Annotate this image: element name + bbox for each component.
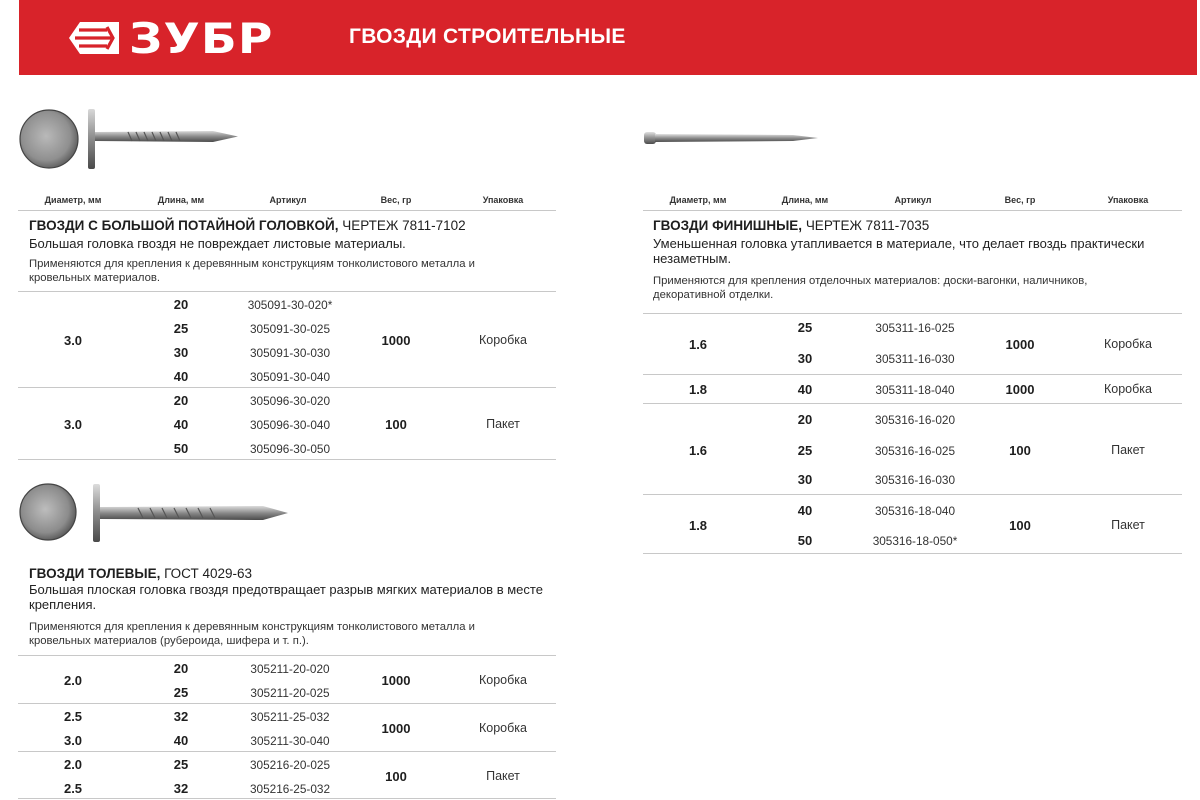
length: 40 <box>797 503 813 518</box>
article: 305311-16-030 <box>875 352 955 366</box>
column-pack: Упаковка <box>482 195 524 205</box>
column-pack: Упаковка <box>1107 195 1149 205</box>
length: 40 <box>173 733 189 748</box>
article: 305316-16-025 <box>874 444 956 458</box>
weight: 1000 <box>381 333 411 348</box>
column-diameter: Диаметр, мм <box>669 195 727 205</box>
length: 32 <box>173 781 189 796</box>
divider <box>18 798 556 799</box>
big-head-nail-image <box>18 105 240 171</box>
length: 20 <box>797 412 813 427</box>
weight: 100 <box>1009 443 1031 458</box>
diameter: 3.0 <box>63 733 83 748</box>
section-title: ГВОЗДИ ТОЛЕВЫЕ, ГОСТ 4029-63 <box>29 566 253 581</box>
divider <box>643 494 1182 495</box>
length: 30 <box>797 472 813 487</box>
section-title: ГВОЗДИ С БОЛЬШОЙ ПОТАЙНОЙ ГОЛОВКОЙ, ЧЕРТЕЖ 7811-7102 <box>29 218 466 233</box>
column-article: Артикул <box>269 195 307 205</box>
pack: Пакет <box>486 769 520 783</box>
article: 305216-20-025 <box>249 758 331 772</box>
divider <box>18 291 556 292</box>
pack: Коробка <box>479 673 527 687</box>
article: 305091-30-040 <box>249 370 331 384</box>
diameter: 1.6 <box>688 443 708 458</box>
diameter: 1.8 <box>688 382 708 397</box>
article: 305316-16-020 <box>874 413 956 427</box>
length: 30 <box>797 351 813 366</box>
article: 305091-30-030 <box>249 346 331 360</box>
column-length: Длина, мм <box>157 195 205 205</box>
divider <box>643 374 1182 375</box>
divider <box>643 313 1182 314</box>
weight: 100 <box>385 417 407 432</box>
diameter: 1.8 <box>688 518 708 533</box>
diameter: 2.5 <box>63 781 83 796</box>
weight: 1000 <box>1005 337 1035 352</box>
column-length: Длина, мм <box>781 195 829 205</box>
article: 305311-16-025 <box>875 321 955 335</box>
pack: Пакет <box>1111 518 1145 532</box>
section-description: Большая плоская головка гвоздя предотвращает разрыв мягких материалов в месте крепления. <box>29 582 543 612</box>
weight: 100 <box>1009 518 1031 533</box>
pack: Коробка <box>479 333 527 347</box>
divider <box>18 459 556 460</box>
section-note: Применяются для крепления отделочных материалов: доски-вагонки, наличников, декоративной отделки. <box>653 275 1088 301</box>
length: 25 <box>173 321 189 336</box>
length: 25 <box>797 443 813 458</box>
column-weight: Вес, гр <box>1004 195 1036 205</box>
divider <box>643 403 1182 404</box>
article: 305316-18-040 <box>874 504 956 518</box>
pack: Пакет <box>1111 443 1145 457</box>
page-title: ГВОЗДИ СТРОИТЕЛЬНЫЕ <box>349 25 626 48</box>
length: 40 <box>173 369 189 384</box>
diameter: 1.6 <box>688 337 708 352</box>
article: 305211-25-032 <box>250 710 330 724</box>
pack: Коробка <box>479 721 527 735</box>
article: 305096-30-040 <box>249 418 331 432</box>
section-description: Уменьшенная головка утапливается в материале, что делает гвоздь практически незаметным. <box>653 236 1145 266</box>
weight: 1000 <box>1005 382 1035 397</box>
weight: 1000 <box>381 721 411 736</box>
article: 305211-20-025 <box>250 686 330 700</box>
length: 50 <box>173 441 189 456</box>
article: 305091-30-020* <box>247 298 333 312</box>
brand-name: ЗУБР <box>129 14 274 63</box>
divider <box>643 553 1182 554</box>
diameter: 2.5 <box>63 709 83 724</box>
divider <box>18 387 556 388</box>
roofing-nail-image <box>18 482 290 544</box>
diameter: 2.0 <box>63 757 83 772</box>
article: 305091-30-025 <box>249 322 331 336</box>
length: 32 <box>173 709 189 724</box>
article: 305211-20-020 <box>250 662 330 676</box>
article: 305211-30-040 <box>250 734 330 748</box>
article: 305216-25-032 <box>249 782 331 796</box>
section-note: Применяются для крепления к деревянным конструкциям тонколистового металла и кровельных материалов (рубероида, шифера и т. п.). <box>29 621 475 647</box>
weight: 100 <box>385 769 407 784</box>
article: 305096-30-050 <box>249 442 331 456</box>
diameter: 3.0 <box>63 417 83 432</box>
diameter: 2.0 <box>63 673 83 688</box>
article: 305311-18-040 <box>875 383 955 397</box>
article: 305316-18-050* <box>872 534 958 548</box>
divider <box>18 751 556 752</box>
length: 40 <box>797 382 813 397</box>
length: 25 <box>797 320 813 335</box>
divider <box>643 210 1182 211</box>
article: 305096-30-020 <box>249 394 331 408</box>
weight: 1000 <box>381 673 411 688</box>
length: 20 <box>173 297 189 312</box>
length: 20 <box>173 393 189 408</box>
column-weight: Вес, гр <box>380 195 412 205</box>
length: 20 <box>173 661 189 676</box>
pack: Коробка <box>1104 337 1152 351</box>
section-description: Большая головка гвоздя не повреждает листовые материалы. <box>29 236 406 251</box>
divider <box>18 655 556 656</box>
diameter: 3.0 <box>63 333 83 348</box>
section-title: ГВОЗДИ ФИНИШНЫЕ, ЧЕРТЕЖ 7811-7035 <box>653 218 930 233</box>
length: 30 <box>173 345 189 360</box>
pack: Коробка <box>1104 382 1152 396</box>
length: 25 <box>173 757 189 772</box>
divider <box>18 210 556 211</box>
article: 305316-16-030 <box>874 473 956 487</box>
divider <box>18 703 556 704</box>
length: 25 <box>173 685 189 700</box>
length: 40 <box>173 417 189 432</box>
header-banner <box>19 0 1197 75</box>
pack: Пакет <box>486 417 520 431</box>
length: 50 <box>797 533 813 548</box>
finish-nail-image <box>643 129 823 147</box>
column-article: Артикул <box>894 195 932 205</box>
section-note: Применяются для крепления к деревянным конструкциям тонколистового металла и кровельных материалов. <box>29 258 475 284</box>
column-diameter: Диаметр, мм <box>44 195 102 205</box>
